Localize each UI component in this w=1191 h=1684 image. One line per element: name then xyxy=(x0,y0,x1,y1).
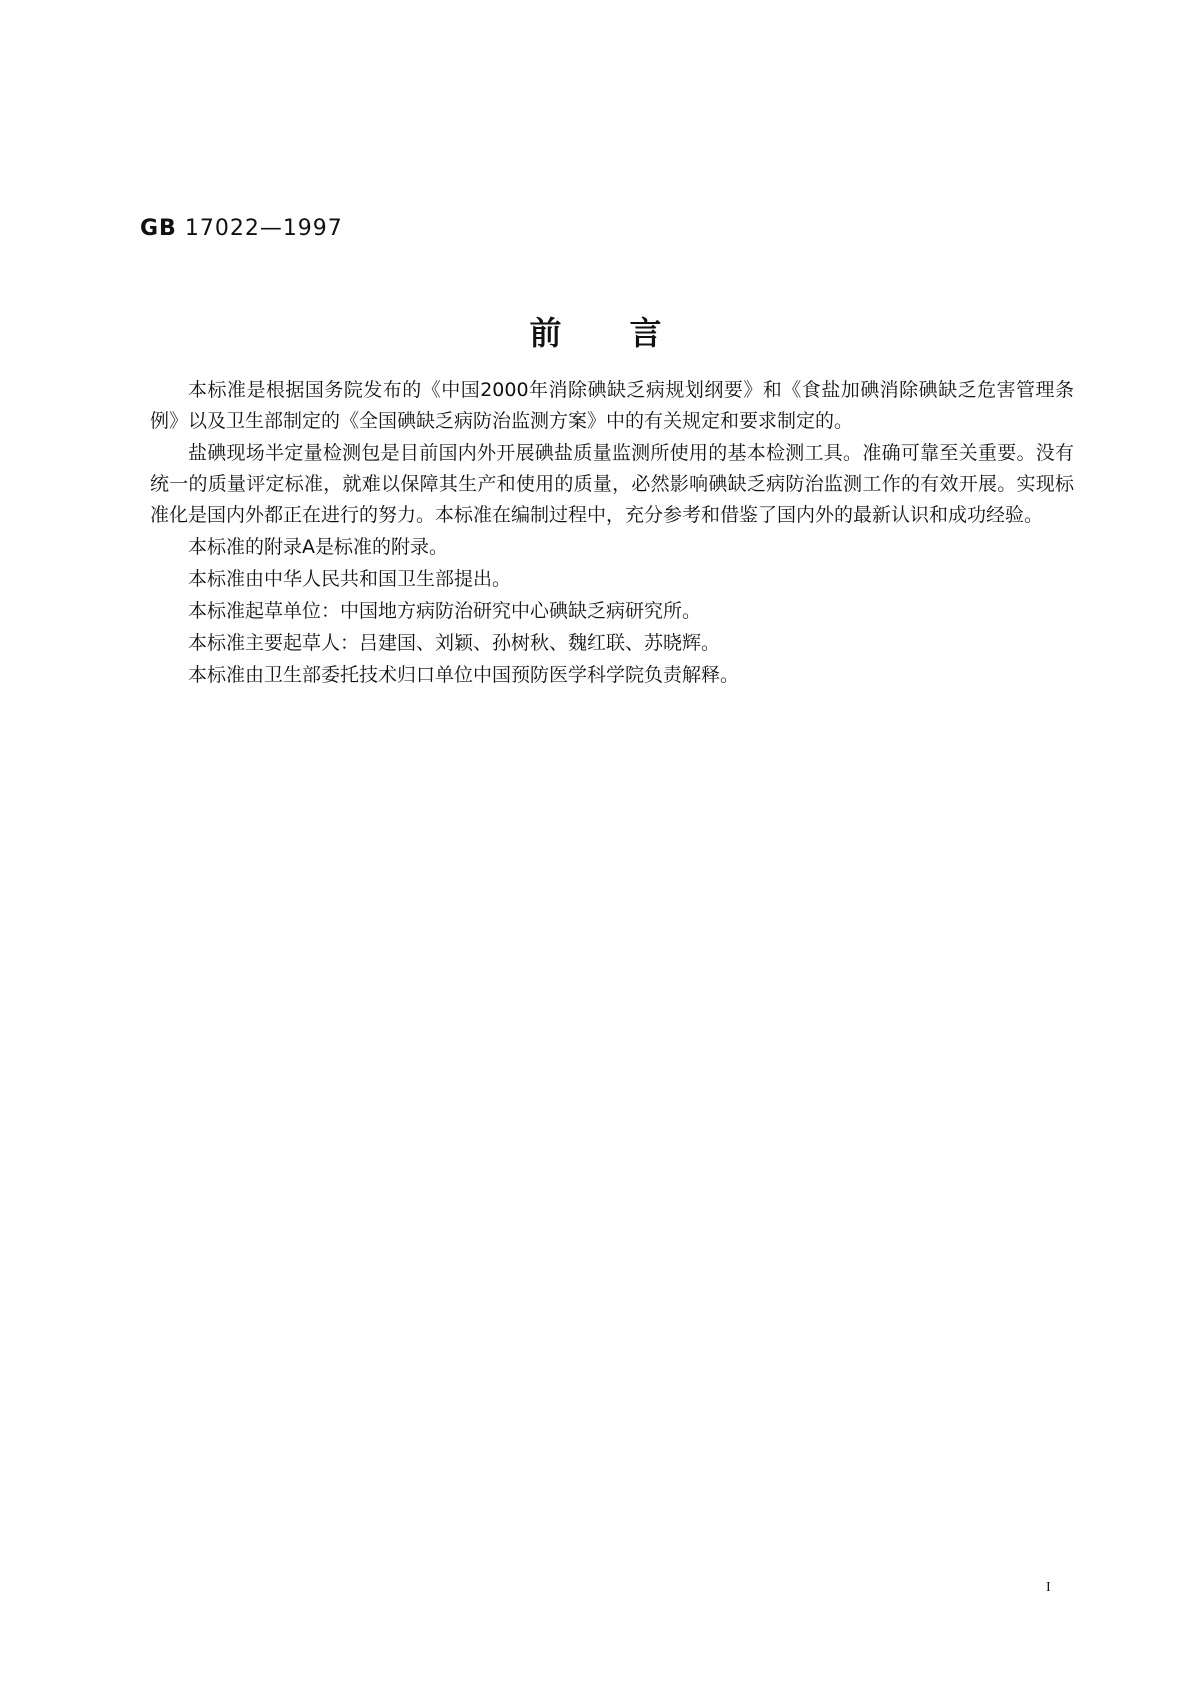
paragraph: 本标准主要起草人：吕建国、刘颖、孙树秋、魏红联、苏晓辉。 xyxy=(188,632,721,654)
standard-prefix: GB xyxy=(140,216,177,241)
paragraph: 本标准的附录A是标准的附录。 xyxy=(188,536,448,558)
paragraph: 本标准是根据国务院发布的《中国2000年消除碘缺乏病规划纲要》和《食盐加碘消除碘缺乏危害管理条例》以及卫生部制定的《全国碘缺乏病防治监测方案》中的有关规定和要求制定的。 xyxy=(150,379,1074,432)
paragraph: 本标准起草单位：中国地方病防治研究中心碘缺乏病研究所。 xyxy=(188,600,702,622)
paragraph: 本标准由卫生部委托技术归口单位中国预防医学科学院负责解释。 xyxy=(188,664,740,686)
page-title: 前言 xyxy=(529,314,730,352)
standard-code xyxy=(140,216,343,241)
foreword-body xyxy=(150,375,1074,692)
standard-number: 17022—1997 xyxy=(184,216,343,241)
paragraph: 本标准由中华人民共和国卫生部提出。 xyxy=(188,568,512,590)
paragraph: 盐碘现场半定量检测包是目前国内外开展碘盐质量监测所使用的基本检测工具。准确可靠至关重要。没有统一的质量评定标准，就难以保障其生产和使用的质量，必然影响碘缺乏病防治监测工作的有效开展。实现标准化是国内外都正在进行的努力。本标准在编制过程中，充分参考和借鉴了国内外的最新认识和成功经验。 xyxy=(150,442,1074,526)
page-number: I xyxy=(1046,1580,1051,1595)
